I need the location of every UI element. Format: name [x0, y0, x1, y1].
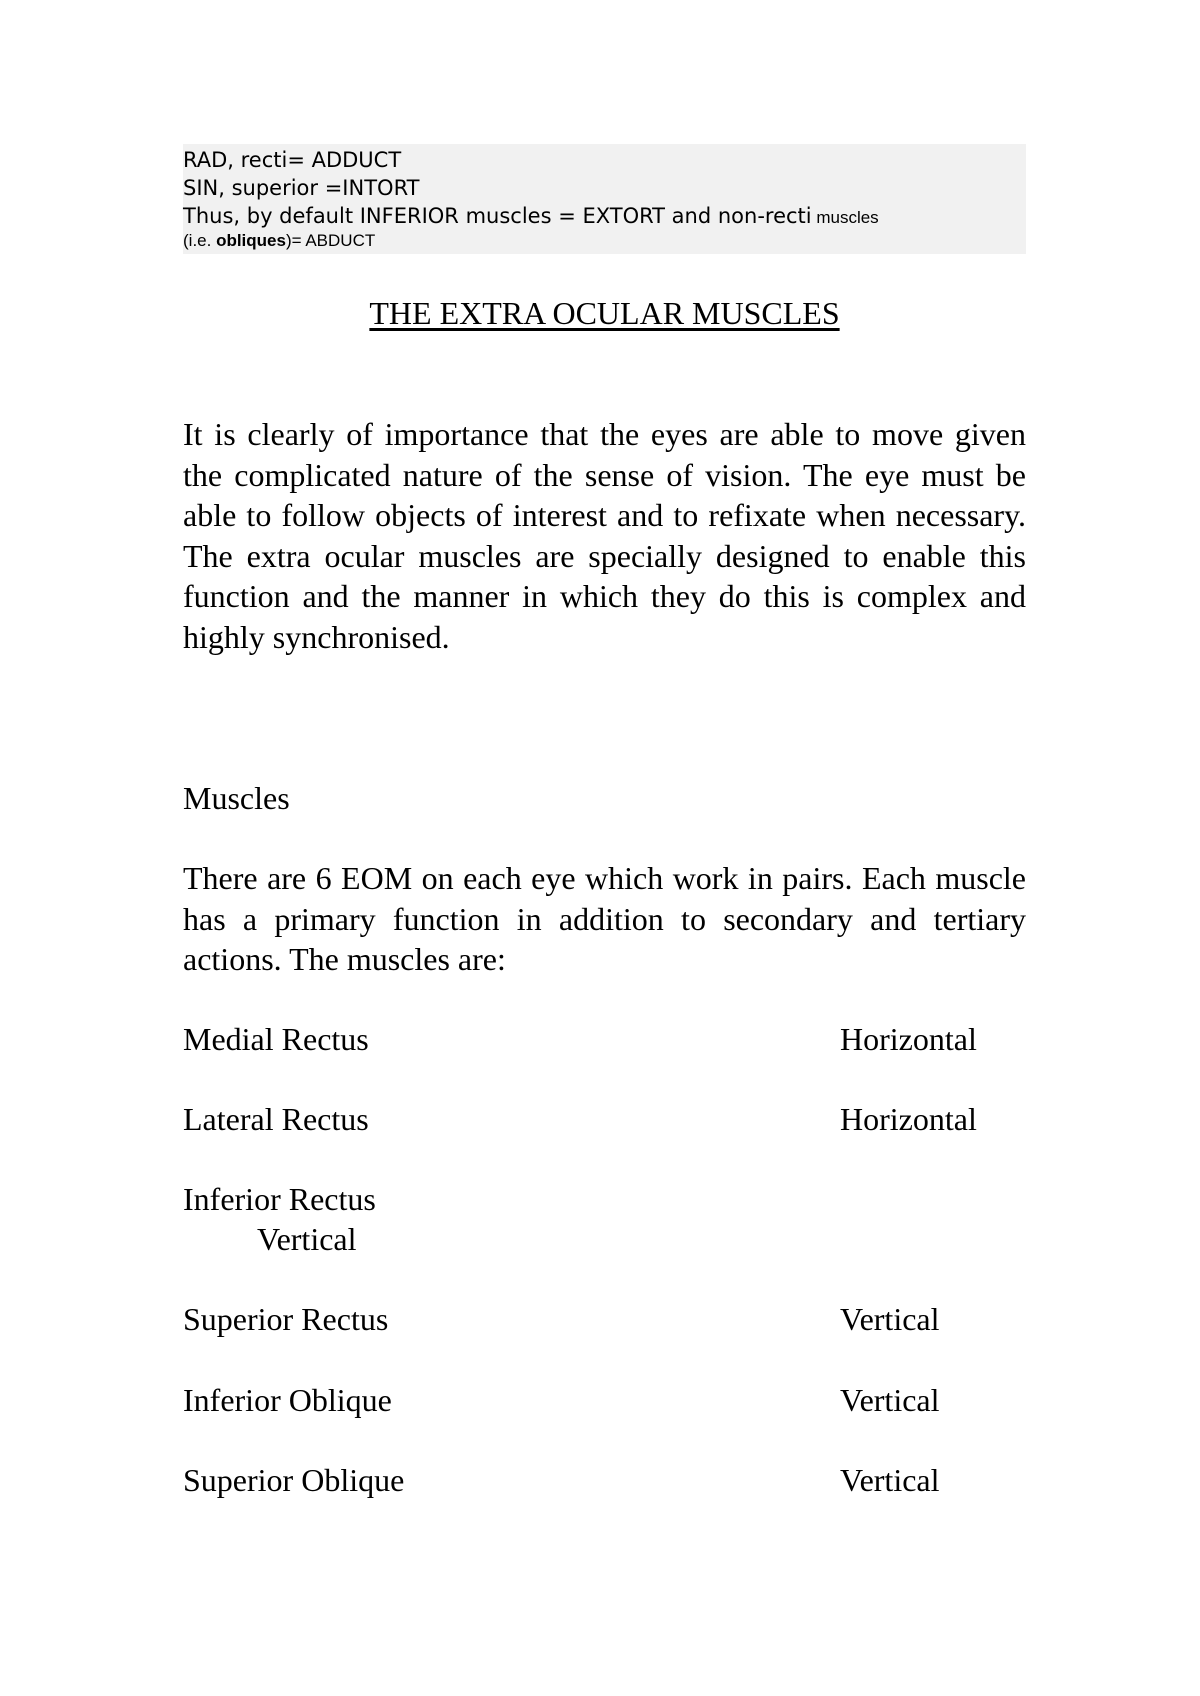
- document-title: THE EXTRA OCULAR MUSCLES: [369, 295, 840, 331]
- note-line-4-bold: obliques: [216, 231, 286, 250]
- muscle-type: Horizontal: [840, 1101, 977, 1137]
- intro-paragraph: It is clearly of importance that the eyes are able to move given the complicated nature of the sense of vision. The eye must be able to follow objects of interest and to refixate when necessary. The extra ocular muscles are specially designed to enable this function and the manner in which they do this is complex and highly synchronised.: [183, 416, 1026, 655]
- muscle-row-medial-rectus: [183, 1019, 1026, 1059]
- muscle-row-inferior-oblique: [183, 1380, 1026, 1420]
- muscle-type: Vertical: [257, 1221, 357, 1257]
- muscle-name: Superior Oblique: [183, 1462, 405, 1498]
- muscle-row-superior-oblique: [183, 1460, 1026, 1500]
- highlighted-note-box: [183, 144, 1026, 254]
- note-line-4: [183, 231, 1026, 251]
- note-line-3-main: Thus, by default INFERIOR muscles = EXTORT and non-recti: [183, 204, 812, 228]
- note-line-4-prefix: (i.e.: [183, 231, 217, 250]
- muscle-name: Lateral Rectus: [183, 1101, 369, 1137]
- note-line-1: RAD, recti= ADDUCT: [183, 148, 402, 172]
- muscles-paragraph: There are 6 EOM on each eye which work in pairs. Each muscle has a primary function in addition to secondary and tertiary actions. The muscles are:: [183, 860, 1026, 977]
- note-line-2: SIN, superior =INTORT: [183, 176, 420, 200]
- muscle-name: Inferior Oblique: [183, 1382, 392, 1418]
- note-line-3-small: muscles: [811, 208, 879, 227]
- muscle-type: Vertical: [840, 1462, 940, 1498]
- note-line-4-suffix: )= ABDUCT: [285, 231, 376, 250]
- muscle-name: Superior Rectus: [183, 1301, 389, 1337]
- muscle-row-inferior-rectus: [183, 1179, 1026, 1257]
- note-line-3: [183, 202, 1026, 232]
- muscles-heading: Muscles: [183, 780, 290, 816]
- muscle-type: Vertical: [840, 1382, 940, 1418]
- muscle-type: Vertical: [840, 1301, 940, 1337]
- muscle-row-lateral-rectus: [183, 1099, 1026, 1139]
- muscle-row-superior-rectus: [183, 1299, 1026, 1339]
- muscle-type: Horizontal: [840, 1021, 977, 1057]
- muscle-name: Medial Rectus: [183, 1021, 369, 1057]
- muscle-name: Inferior Rectus: [183, 1181, 376, 1217]
